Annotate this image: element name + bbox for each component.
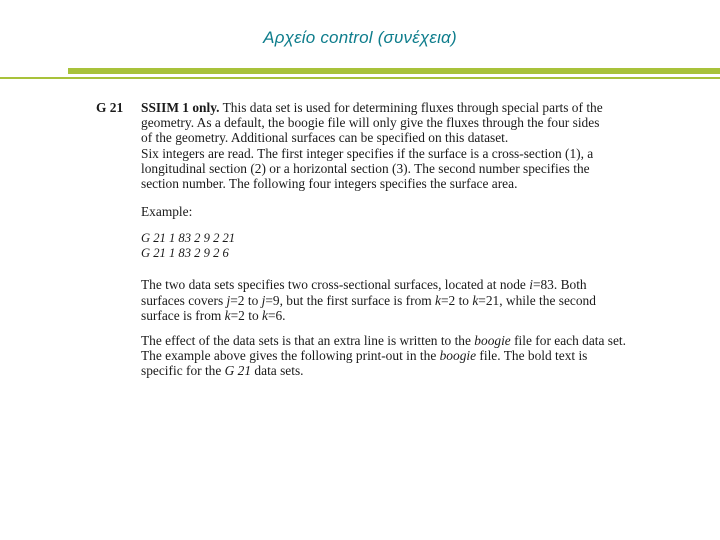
description-line: of the geometry. Additional surfaces can be specified on this dataset. [141,130,509,146]
entry-header-row [96,100,636,191]
text-run: =9, but the first surface is from [265,292,436,308]
description-line: section number. The following four integers specifies the surface area. [141,176,518,192]
example-label: Example: [141,204,193,220]
variable: i [529,277,533,293]
document-body [96,100,636,379]
file-name: boogie [474,333,511,349]
example-line: G 21 1 83 2 9 2 21 [141,231,236,246]
text-run: =2 to [230,292,262,308]
text-run: surfaces covers [141,292,227,308]
variable: k [224,307,231,323]
dataset-heading: SSIIM 1 only. [141,100,220,115]
text-run: file. The bold text is specific for the [141,348,588,379]
text-run: =83. Both [532,277,587,293]
example-line: G 21 1 83 2 9 2 6 [141,246,229,261]
variable: j [226,292,231,308]
text-run: The two data sets specifies two cross-sectional surfaces, located at node [141,277,530,293]
example-code-block [141,231,636,261]
text-run: =21, while the second [478,292,596,308]
text-run: The effect of the data sets is that an extra line is written to the [141,333,475,349]
variable: k [261,307,268,323]
description-line: Six integers are read. The first integer specifies if the surface is a cross-section (1), a [141,145,594,161]
text-run: file for each data set. The example above gives the following print-out in the [141,333,626,364]
file-name: boogie [439,348,477,364]
dataset-code: G 21 [96,100,124,115]
variable: k [435,292,441,308]
title-underline-thick [68,68,720,74]
variable: k [472,292,479,308]
text-run: surface is from [141,307,225,323]
dataset-reference: G 21 [224,363,252,379]
text-run: =6. [267,307,286,323]
explanation-paragraph [141,277,629,323]
text-run: =2 to [440,292,473,308]
text-run: =2 to [230,307,262,323]
title-underline-thin [0,77,720,79]
description-line: geometry. As a default, the boogie file will only give the fluxes through the four sides [141,115,600,131]
effect-paragraph [141,333,629,379]
variable: j [261,292,266,308]
dataset-description [141,100,631,191]
description-line: longitudinal section (2) or a horizontal section (3). The second number specifies the [141,160,590,176]
text-run: data sets. [251,363,304,379]
slide-title: Αρχείο control (συνέχεια) [263,28,457,47]
description-line: This data set is used for determining fluxes through special parts of the [219,100,603,115]
